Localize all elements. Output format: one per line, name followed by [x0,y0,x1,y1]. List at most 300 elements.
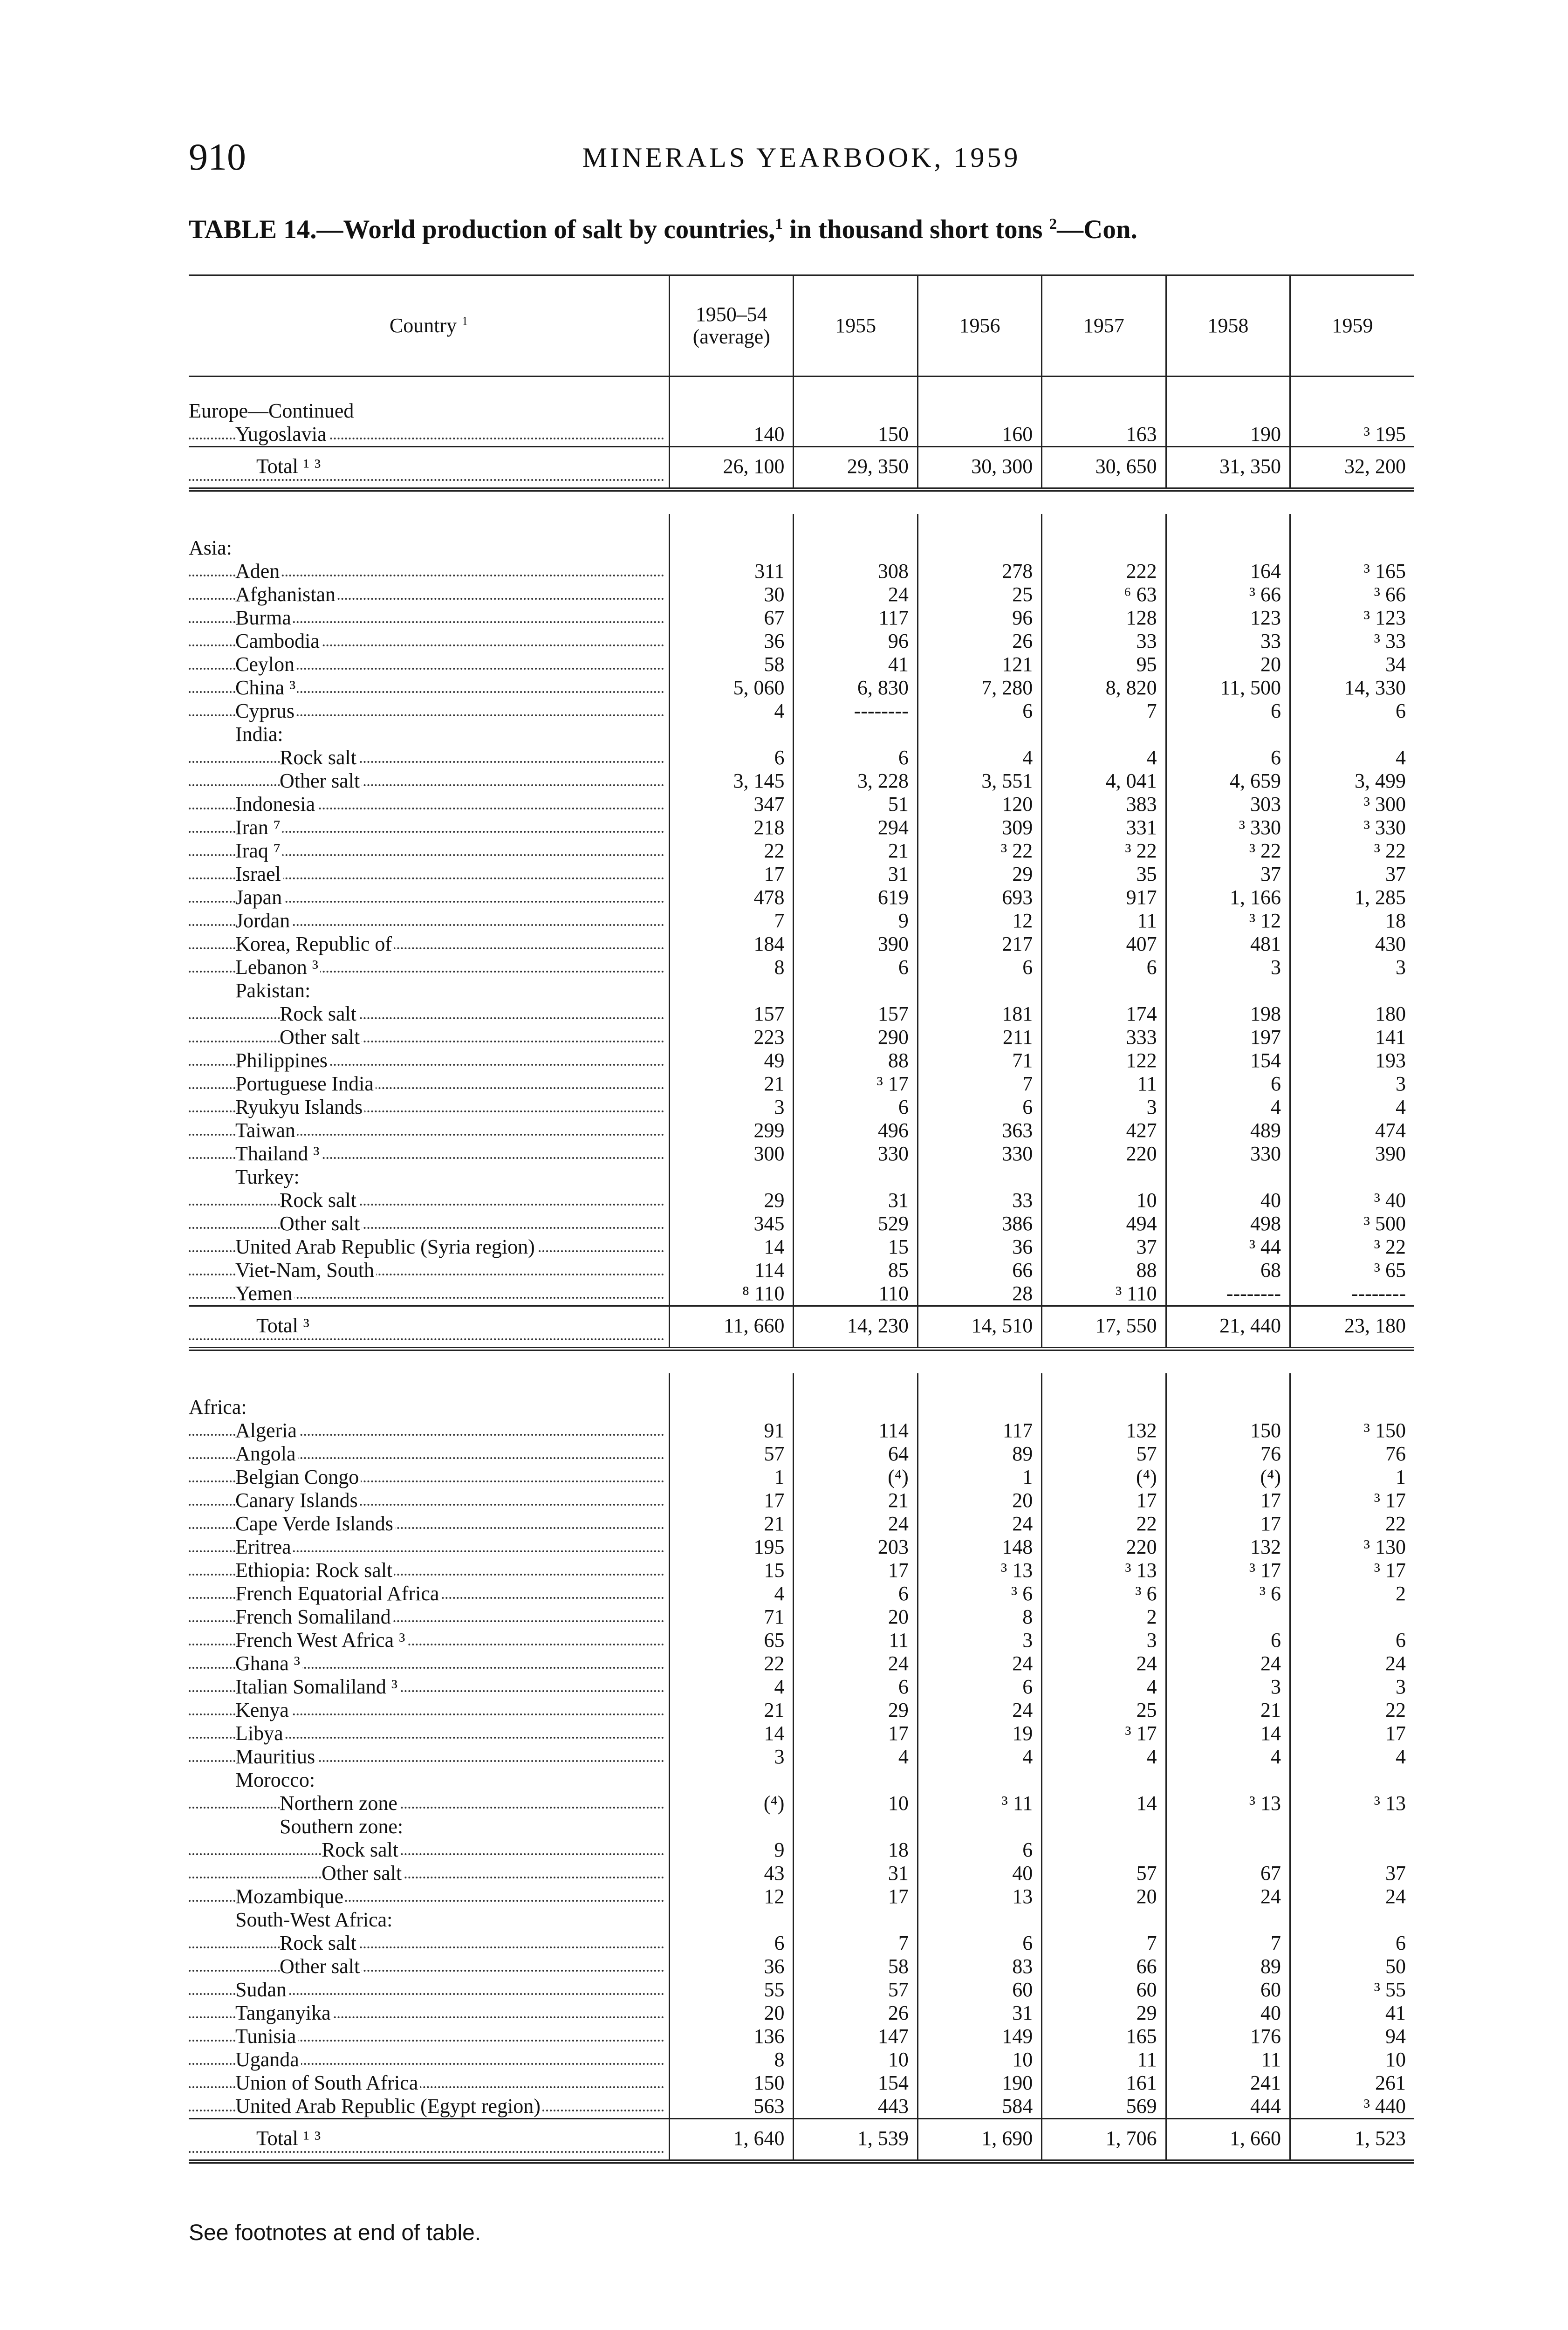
value-cell [794,399,918,423]
value-cell: ⁶ 63 [1042,583,1166,606]
table-row [189,816,1414,839]
value-cell: 386 [918,1212,1041,1235]
country-name: Iran ⁷ [235,816,282,839]
country-name: Uganda [235,2048,301,2071]
value-cell: 211 [918,1026,1041,1049]
value-cell: 21 [794,1489,918,1512]
table-row [189,1862,1414,1885]
value-cell: 24 [918,1652,1041,1675]
country-label [189,1978,670,2001]
value-cell: 3 [1290,1072,1414,1096]
value-cell: 693 [918,886,1041,909]
value-cell: 58 [794,1955,918,1978]
value-cell: 18 [1290,909,1414,932]
value-cell: 15 [670,1559,794,1582]
value-cell: ³ 500 [1290,1212,1414,1235]
table-row [189,793,1414,816]
value-cell [1290,979,1414,1002]
table-row [189,1908,1414,1932]
value-cell: 23, 180 [1290,1306,1414,1349]
value-cell: 303 [1166,793,1290,816]
value-cell: 6 [1166,1629,1290,1652]
value-cell: 12 [918,909,1041,932]
value-cell: 154 [794,2071,918,2095]
value-cell: 18 [794,1838,918,1862]
value-cell [1166,979,1290,1002]
table-row [189,1212,1414,1235]
country-name: Eritrea [235,1535,293,1558]
value-cell [1290,1838,1414,1862]
value-cell: 3 [1290,1675,1414,1699]
table-row [189,1165,1414,1189]
country-label [189,1512,670,1535]
country-label [189,1722,670,1745]
caption-tail: —Con. [1057,215,1137,244]
value-cell: ³ 195 [1290,423,1414,447]
value-cell: 71 [918,1049,1041,1072]
value-cell: 383 [1042,793,1166,816]
country-name: Cyprus [235,699,296,722]
value-cell: 160 [918,423,1041,447]
value-cell [918,979,1041,1002]
country-label [189,2025,670,2048]
country-label [189,399,670,423]
country-name: Other salt [280,1026,362,1048]
value-cell: 1, 166 [1166,886,1290,909]
value-cell: 117 [794,606,918,630]
country-name: Rock salt [322,1838,400,1861]
value-cell: 11, 500 [1166,676,1290,699]
value-cell: ³ 165 [1290,560,1414,583]
value-cell: 6 [670,746,794,769]
value-cell: ³ 6 [1166,1582,1290,1605]
header-year: 1958 [1166,275,1290,377]
country-label [189,1165,670,1189]
value-cell: ³ 13 [918,1559,1041,1582]
value-cell [794,1396,918,1419]
spacer-row [189,1349,1414,1374]
table-row [189,1049,1414,1072]
country-label [189,2071,670,2095]
table-row [189,1699,1414,1722]
value-cell: 43 [670,1862,794,1885]
value-cell: 128 [1042,606,1166,630]
table-row [189,1815,1414,1838]
value-cell: 14 [1166,1722,1290,1745]
country-name: Rock salt [280,746,358,769]
spacer-row [189,1373,1414,1396]
value-cell: 37 [1166,863,1290,886]
value-cell: 4 [1042,1745,1166,1768]
value-cell: 6 [918,1932,1041,1955]
value-cell: 184 [670,932,794,956]
country-label [189,1189,670,1212]
country-name: Other salt [322,1862,404,1885]
value-cell: 529 [794,1212,918,1235]
value-cell: 6 [1290,1932,1414,1955]
value-cell: 17 [1290,1722,1414,1745]
value-cell: 299 [670,1119,794,1142]
country-label [189,979,670,1002]
value-cell: 64 [794,1442,918,1466]
value-cell: 11, 660 [670,1306,794,1349]
country-label [189,1212,670,1235]
country-label [189,793,670,816]
country-label [189,1235,670,1259]
value-cell: 563 [670,2095,794,2119]
country-label [189,1282,670,1306]
value-cell: 8 [670,956,794,979]
value-cell [918,723,1041,746]
header-year: 1956 [918,275,1041,377]
country-name: Other salt [280,769,362,792]
value-cell: 20 [794,1605,918,1629]
value-cell: 17 [794,1722,918,1745]
country-label [189,1049,670,1072]
value-cell [1290,1605,1414,1629]
value-cell: 7 [1042,699,1166,723]
header-country-label: Country [389,314,457,337]
table-row [189,676,1414,699]
table-row [189,932,1414,956]
value-cell: 58 [670,653,794,676]
value-cell: 34 [1290,653,1414,676]
value-cell: 345 [670,1212,794,1235]
country-name: Mauritius [235,1745,317,1768]
table-row [189,1722,1414,1745]
value-cell [794,1815,918,1838]
value-cell: 6 [1290,1629,1414,1652]
value-cell: 21 [670,1699,794,1722]
value-cell [670,1768,794,1792]
value-cell: 4 [670,1582,794,1605]
country-label [189,1582,670,1605]
value-cell: 24 [1166,1885,1290,1908]
value-cell: 11 [1042,909,1166,932]
value-cell: 3 [1042,1629,1166,1652]
value-cell: 148 [918,1535,1041,1559]
value-cell [1042,399,1166,423]
value-cell: 10 [794,1792,918,1815]
country-name: Jordan [235,909,292,932]
value-cell: 122 [1042,1049,1166,1072]
value-cell [918,1396,1041,1419]
value-cell: 114 [794,1419,918,1442]
country-name: Total ³ [256,1314,311,1337]
value-cell [670,536,794,560]
value-cell: 193 [1290,1049,1414,1072]
table-row [189,583,1414,606]
country-name: South-West Africa: [235,1908,394,1931]
country-name: Kenya [235,1699,291,1721]
value-cell [1042,1165,1166,1189]
value-cell: 121 [918,653,1041,676]
value-cell: 96 [794,630,918,653]
value-cell [794,1908,918,1932]
value-cell: 217 [918,932,1041,956]
value-cell: 33 [918,1189,1041,1212]
country-label [189,1768,670,1792]
value-cell: 3 [1042,1096,1166,1119]
value-cell: 917 [1042,886,1166,909]
value-cell: ³ 17 [1042,1722,1166,1745]
value-cell: 31, 350 [1166,447,1290,490]
value-cell: 7 [918,1072,1041,1096]
value-cell: 3 [1166,1675,1290,1699]
value-cell [1290,1908,1414,1932]
value-cell: 6, 830 [794,676,918,699]
total-row [189,1306,1414,1349]
spacer-row [189,377,1414,400]
value-cell: 180 [1290,1002,1414,1026]
value-cell: 3, 145 [670,769,794,793]
value-cell [1042,1815,1166,1838]
value-cell: 150 [794,423,918,447]
value-cell: ³ 6 [918,1582,1041,1605]
table-row [189,1675,1414,1699]
table-row [189,1932,1414,1955]
value-cell: 20 [1166,653,1290,676]
table-row [189,1885,1414,1908]
country-label [189,1838,670,1862]
caption-footnote-2: 2 [1049,216,1057,233]
value-cell: 33 [1042,630,1166,653]
table-row [189,560,1414,583]
value-cell: ³ 40 [1290,1189,1414,1212]
value-cell [670,723,794,746]
country-name: China ³ [235,676,297,699]
value-cell: 31 [794,1862,918,1885]
value-cell: ³ 66 [1290,583,1414,606]
value-cell: ³ 440 [1290,2095,1414,2119]
value-cell: 294 [794,816,918,839]
value-cell [794,536,918,560]
footnote-text: See footnotes at end of table. [189,2220,481,2245]
value-cell: ³ 12 [1166,909,1290,932]
value-cell: 7 [670,909,794,932]
value-cell [1290,1396,1414,1419]
country-label [189,1419,670,1442]
value-cell: 6 [1166,699,1290,723]
table-row [189,1559,1414,1582]
value-cell [1166,1396,1290,1419]
value-cell: -------- [1290,1282,1414,1306]
value-cell: ³ 22 [1290,1235,1414,1259]
country-label [189,699,670,723]
country-label [189,1815,670,1838]
value-cell: 60 [1042,1978,1166,2001]
country-name: United Arab Republic (Syria region) [235,1235,537,1258]
value-cell: ³ 13 [1166,1792,1290,1815]
value-cell: ³ 66 [1166,583,1290,606]
country-name: Turkey: [235,1165,301,1188]
value-cell: 30 [670,583,794,606]
value-cell: 28 [918,1282,1041,1306]
value-cell: 1, 690 [918,2119,1041,2162]
value-cell: 26, 100 [670,447,794,490]
value-cell: -------- [794,699,918,723]
table-row [189,1652,1414,1675]
value-cell: 1 [670,1466,794,1489]
value-cell: 4 [794,1745,918,1768]
table-row [189,746,1414,769]
value-cell: 6 [1166,1072,1290,1096]
running-header [189,135,1414,186]
country-label [189,606,670,630]
value-cell: ³ 130 [1290,1535,1414,1559]
country-label [189,1605,670,1629]
value-cell: 132 [1042,1419,1166,1442]
country-label [189,536,670,560]
country-label [189,1699,670,1722]
country-name: Canary Islands [235,1489,360,1512]
spacer-row [189,2162,1414,2186]
footnote-reference [189,2219,1414,2246]
header-year: 1955 [794,275,918,377]
country-label [189,1885,670,1908]
value-cell: 123 [1166,606,1290,630]
value-cell [1290,536,1414,560]
value-cell: 11 [794,1629,918,1652]
value-cell: 147 [794,2025,918,2048]
value-cell: 17, 550 [1042,1306,1166,1349]
table-row [189,909,1414,932]
value-cell: ³ 110 [1042,1282,1166,1306]
country-name: Cambodia [235,630,322,652]
value-cell: 14, 230 [794,1306,918,1349]
country-name: Asia: [189,536,234,559]
value-cell: 496 [794,1119,918,1142]
table-row [189,1978,1414,2001]
value-cell: 330 [1166,1142,1290,1165]
table-caption [189,214,1414,245]
value-cell: 57 [1042,1442,1166,1466]
value-cell [794,723,918,746]
table-row [189,1419,1414,1442]
value-cell: ³ 33 [1290,630,1414,653]
country-name: Ethiopia: Rock salt [235,1559,394,1582]
spacer-row [189,490,1414,514]
country-name: Sudan [235,1978,288,2001]
value-cell: 2 [1290,1582,1414,1605]
value-cell: 15 [794,1235,918,1259]
table-row [189,1235,1414,1259]
country-label [189,630,670,653]
value-cell: 390 [1290,1142,1414,1165]
value-cell: 41 [1290,2001,1414,2025]
country-label [189,447,670,490]
value-cell: 29 [794,1699,918,1722]
value-cell: 30, 300 [918,447,1041,490]
value-cell: 498 [1166,1212,1290,1235]
country-label [189,1096,670,1119]
country-label [189,1259,670,1282]
table-body [189,377,1414,2186]
table-row [189,606,1414,630]
value-cell: 1, 539 [794,2119,918,2162]
value-cell: 24 [794,583,918,606]
value-cell: 8 [670,2048,794,2071]
country-name: Viet-Nam, South [235,1259,376,1282]
value-cell: 10 [918,2048,1041,2071]
table-row [189,723,1414,746]
country-label [189,1466,670,1489]
value-cell: 41 [794,653,918,676]
table-row [189,630,1414,653]
value-cell [1042,1768,1166,1792]
value-cell: 95 [1042,653,1166,676]
value-cell: 83 [918,1955,1041,1978]
country-name: Thailand ³ [235,1142,322,1165]
country-label [189,1792,670,1815]
value-cell: ³ 300 [1290,793,1414,816]
value-cell: ³ 17 [1166,1559,1290,1582]
value-cell: 91 [670,1419,794,1442]
value-cell: 6 [670,1932,794,1955]
country-label [189,1442,670,1466]
value-cell: 14, 330 [1290,676,1414,699]
caption-footnote-1: 1 [775,216,783,233]
country-name: Other salt [280,1212,362,1235]
value-cell: 3 [1290,956,1414,979]
table-row [189,2048,1414,2071]
value-cell: 4, 659 [1166,769,1290,793]
value-cell: 190 [918,2071,1041,2095]
country-name: Iraq ⁷ [235,839,282,862]
value-cell: 407 [1042,932,1166,956]
country-label [189,1955,670,1978]
value-cell [918,1815,1041,1838]
value-cell: 29 [918,863,1041,886]
value-cell: ³ 44 [1166,1235,1290,1259]
value-cell: 261 [1290,2071,1414,2095]
value-cell: 10 [1290,2048,1414,2071]
table-row [189,979,1414,1002]
value-cell: 9 [670,1838,794,1862]
value-cell: ³ 22 [1166,839,1290,863]
value-cell [1290,723,1414,746]
value-cell: 6 [794,746,918,769]
value-cell: ³ 22 [1290,839,1414,863]
value-cell: 149 [918,2025,1041,2048]
value-cell [1042,536,1166,560]
value-cell: 4 [1290,746,1414,769]
value-cell: (⁴) [1166,1466,1290,1489]
value-cell: 89 [1166,1955,1290,1978]
value-cell: 220 [1042,1535,1166,1559]
country-name: Indonesia [235,793,317,816]
table-row [189,2025,1414,2048]
value-cell: 150 [1166,1419,1290,1442]
table-row [189,1535,1414,1559]
value-cell: 333 [1042,1026,1166,1049]
table-row [189,1838,1414,1862]
value-cell: 57 [1042,1862,1166,1885]
value-cell [1290,1815,1414,1838]
value-cell: 25 [918,583,1041,606]
table-row [189,2001,1414,2025]
value-cell [670,1908,794,1932]
value-cell [918,1165,1041,1189]
value-cell: 494 [1042,1212,1166,1235]
country-name: Southern zone: [280,1815,405,1838]
value-cell [794,1768,918,1792]
value-cell: 40 [1166,1189,1290,1212]
value-cell: 17 [794,1885,918,1908]
value-cell [670,1815,794,1838]
country-label [189,1026,670,1049]
country-name: French West Africa ³ [235,1629,407,1652]
